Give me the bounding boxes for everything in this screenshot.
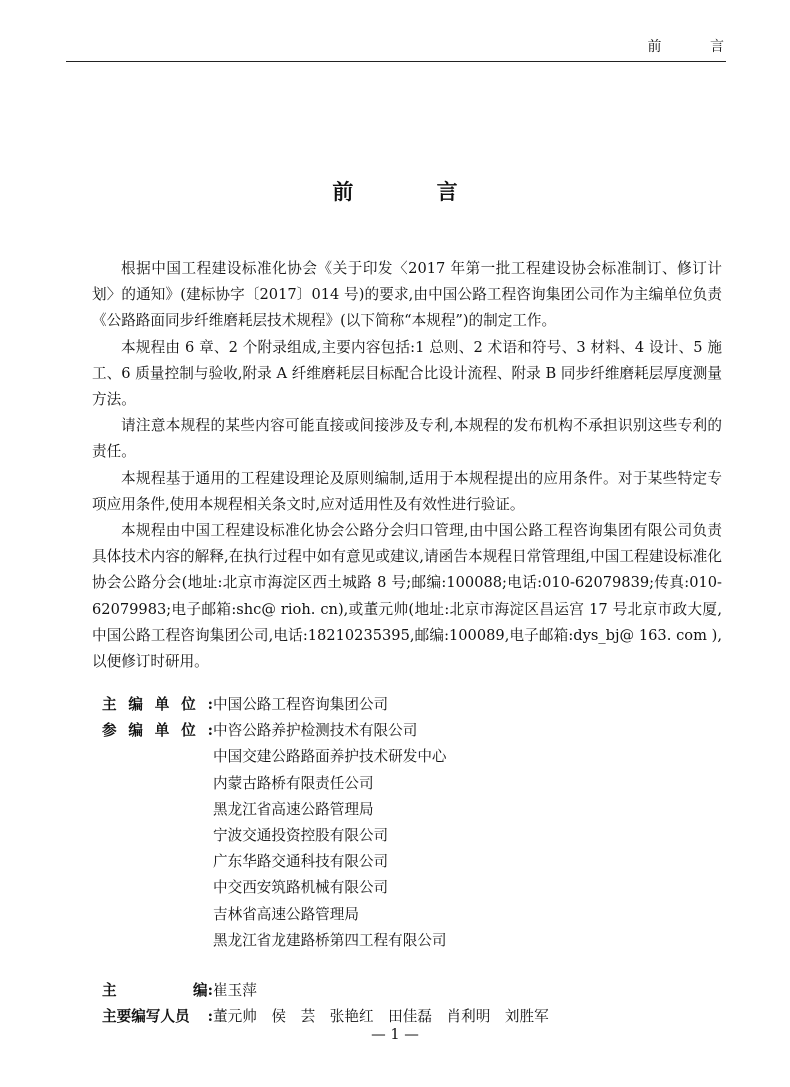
label-char: 参 bbox=[102, 722, 117, 740]
label-colon: : bbox=[207, 982, 213, 1000]
chief-editor-values bbox=[213, 978, 257, 1004]
label-char: 编 bbox=[128, 696, 143, 713]
participating-units-row bbox=[102, 718, 722, 954]
chief-editor-name: 崔玉萍 bbox=[213, 982, 257, 1000]
paragraph-4: 本规程基于通用的工程建设理论及原则编制,适用于本规程提出的应用条件。对于某些特定专项应用条件,使用本规程相关条文时,应对适用性及有效性进行验证。 bbox=[92, 469, 722, 513]
participating-units-label bbox=[102, 718, 213, 744]
running-head: 前 言 bbox=[647, 39, 746, 55]
label-char: 位 bbox=[181, 696, 196, 713]
participating-units-values bbox=[213, 718, 447, 954]
chief-unit-row bbox=[102, 692, 722, 718]
main-writers-names: 董元帅 侯 芸 张艳红 田佳磊 肖利明 刘胜军 bbox=[213, 1008, 549, 1026]
body-text bbox=[92, 256, 722, 675]
participating-unit: 中国交建公路路面养护技术研发中心 bbox=[213, 748, 447, 766]
participating-unit: 黑龙江省高速公路管理局 bbox=[213, 800, 374, 818]
participating-unit: 中交西安筑路机械有限公司 bbox=[213, 879, 389, 897]
credits-block bbox=[102, 692, 722, 1030]
header-rule bbox=[66, 61, 726, 62]
label-char: 单 bbox=[154, 722, 170, 740]
page-number: — 1 — bbox=[371, 1026, 419, 1043]
participating-unit: 吉林省高速公路管理局 bbox=[213, 905, 359, 923]
label-colon: : bbox=[207, 1008, 213, 1026]
participating-unit: 广东华路交通科技有限公司 bbox=[213, 853, 389, 871]
label-char: 编 bbox=[128, 722, 143, 740]
label-colon: : bbox=[207, 722, 213, 740]
paragraph-3: 请注意本规程的某些内容可能直接或间接涉及专利,本规程的发布机构不承担识别这些专利的责任。 bbox=[92, 417, 722, 461]
chief-editor-row bbox=[102, 978, 722, 1004]
participating-unit: 黑龙江省龙建路桥第四工程有限公司 bbox=[213, 931, 447, 949]
chief-editor-label bbox=[102, 978, 213, 1004]
participating-unit: 宁波交通投资控股有限公司 bbox=[213, 827, 389, 845]
page-title: 前 言 bbox=[332, 179, 496, 204]
chief-unit-values bbox=[213, 692, 388, 718]
chief-unit-label bbox=[102, 692, 213, 718]
label-char: 编 bbox=[193, 982, 208, 1000]
label-colon: : bbox=[207, 696, 213, 713]
chief-unit-name: 中国公路工程咨询集团公司 bbox=[213, 696, 389, 713]
paragraph-5: 本规程由中国工程建设标准化协会公路分会归口管理,由中国公路工程咨询集团有限公司负责具体技术内容的解释,在执行过程中如有意见或建议,请函告本规程日常管理组,中国工程建设标准化协会公路分会(地址:北京市海淀区西土城路 8 号;邮编:100088;电话:010-62079839;传真:010-62079983;电子邮箱:shc@ rioh. cn),或董元帅(地址:北京市海淀区昌运宫 17 号北京市政大厦,中国公路工程咨询集团公司,电话:18210235395,邮编:100089,电子邮箱:dys_bj@ 163. com ),以便修订时研用。 bbox=[92, 522, 722, 671]
participating-unit: 中咨公路养护检测技术有限公司 bbox=[213, 722, 418, 740]
label-char: 单 bbox=[154, 696, 170, 713]
label-char: 主 bbox=[102, 982, 117, 1000]
paragraph-1: 根据中国工程建设标准化协会《关于印发〈2017 年第一批工程建设协会标准制订、修订计划〉的通知》(建标协字〔2017〕014 号)的要求,由中国公路工程咨询集团公司作为主编单位负责《公路路面同步纤维磨耗层技术规程》(以下简称“本规程”)的制定工作。 bbox=[92, 260, 722, 330]
label-char: 位 bbox=[181, 722, 196, 740]
credits-spacer bbox=[102, 954, 722, 978]
label-text: 主要编写人员 bbox=[102, 1008, 190, 1026]
paragraph-2: 本规程由 6 章、2 个附录组成,主要内容包括:1 总则、2 术语和符号、3 材料、4 设计、5 施工、6 质量控制与验收,附录 A 纤维磨耗层目标配合比设计流程、附录 B 同步纤维磨耗层厚度测量方法。 bbox=[92, 338, 722, 409]
participating-unit: 内蒙古路桥有限责任公司 bbox=[213, 774, 374, 792]
label-char: 主 bbox=[102, 696, 117, 713]
